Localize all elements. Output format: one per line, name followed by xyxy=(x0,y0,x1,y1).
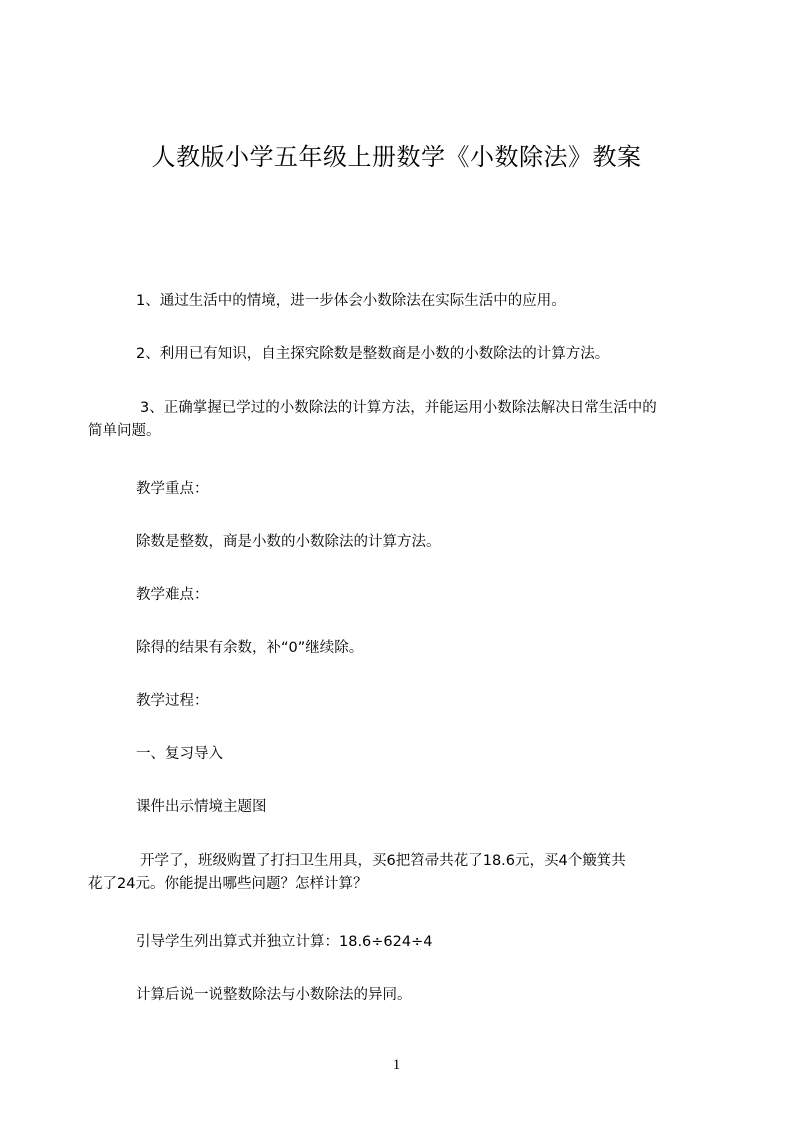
section-1-heading: 一、复习导入 xyxy=(136,746,223,762)
key-points-text: 除数是整数，商是小数的小数除法的计算方法。 xyxy=(136,534,441,550)
compare-text: 计算后说一说整数除法与小数除法的异同。 xyxy=(136,987,412,1003)
process-heading: 教学过程： xyxy=(136,693,209,709)
scenario-line-1: 开学了，班级购置了打扫卫生用具，买6把笤帚共花了18.6元，买4个簸箕共 xyxy=(140,853,626,869)
courseware-text: 课件出示情境主题图 xyxy=(136,799,267,815)
objective-3 xyxy=(88,397,716,443)
difficult-points-heading: 教学难点： xyxy=(136,587,209,603)
objective-1: 1、通过生活中的情境，进一步体会小数除法在实际生活中的应用。 xyxy=(136,293,566,309)
objective-3-line-2: 简单问题。 xyxy=(88,423,161,439)
scenario-line-2: 花了24元。你能提出哪些问题？怎样计算？ xyxy=(88,876,368,892)
guide-text: 引导学生列出算式并独立计算：18.6÷624÷4 xyxy=(136,934,433,950)
scenario-paragraph xyxy=(88,850,716,896)
objective-2: 2、利用已有知识，自主探究除数是整数商是小数的小数除法的计算方法。 xyxy=(136,346,610,362)
objective-3-line-1: 3、正确掌握已学过的小数除法的计算方法，并能运用小数除法解决日常生活中的 xyxy=(140,400,657,416)
key-points-heading: 教学重点： xyxy=(136,481,209,497)
difficult-points-text: 除得的结果有余数，补“0”继续除。 xyxy=(136,640,364,656)
page-number: 1 xyxy=(392,1057,401,1073)
document-title: 人教版小学五年级上册数学《小数除法》教案 xyxy=(151,143,642,171)
